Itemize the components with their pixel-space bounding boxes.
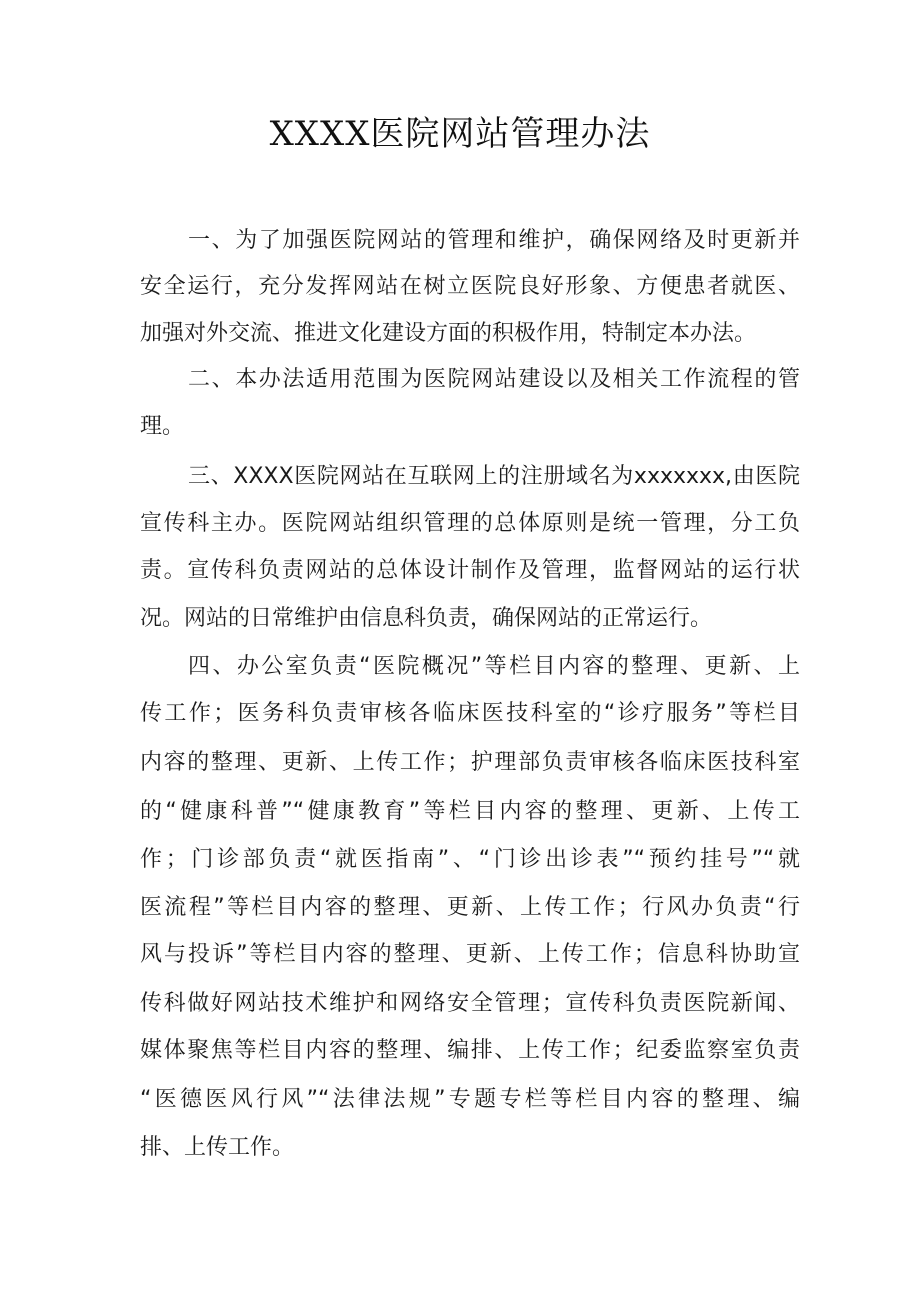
paragraph-4-line: 四、办公室负责“医院概况”等栏目内容的整理、更新、上 bbox=[188, 654, 800, 679]
paragraph-3-line: 况。网站的日常维护由信息科负责，确保网站的正常运行。 bbox=[140, 606, 713, 631]
paragraph-4-line: 排、上传工作。 bbox=[140, 1135, 295, 1160]
document-title: XXXX医院网站管理办法 bbox=[269, 114, 651, 154]
paragraph-2-line: 二、本办法适用范围为医院网站建设以及相关工作流程的管 bbox=[188, 367, 800, 392]
paragraph-2-line: 理。 bbox=[140, 414, 185, 439]
paragraph-4-line: 作；门诊部负责“就医指南”、“门诊出诊表”“预约挂号”“就 bbox=[140, 847, 800, 872]
paragraph-4-line: 媒体聚焦等栏目内容的整理、编排、上传工作；纪委监察室负责 bbox=[140, 1038, 800, 1063]
paragraph-1-line: 一、为了加强医院网站的管理和维护，确保网络及时更新并 bbox=[188, 228, 800, 253]
paragraph-4-line: 内容的整理、更新、上传工作；护理部负责审核各临床医技科室 bbox=[140, 750, 800, 775]
paragraph-3-line: 宣传科主办。医院网站组织管理的总体原则是统一管理，分工负 bbox=[140, 511, 800, 536]
paragraph-4-line: 传工作；医务科负责审核各临床医技科室的“诊疗服务”等栏目 bbox=[140, 701, 800, 726]
paragraph-1-line: 安全运行，充分发挥网站在树立医院良好形象、方便患者就医、 bbox=[140, 274, 800, 299]
paragraph-1-line: 加强对外交流、推进文化建设方面的积极作用，特制定本办法。 bbox=[140, 321, 757, 346]
paragraph-4-line: “医德医风行风”“法律法规”专题专栏等栏目内容的整理、编 bbox=[140, 1087, 800, 1112]
paragraph-3-line: 责。宣传科负责网站的总体设计制作及管理，监督网站的运行状 bbox=[140, 558, 800, 583]
paragraph-3-line: 三、XXXX医院网站在互联网上的注册域名为xxxxxxx,由医院 bbox=[188, 464, 800, 489]
paragraph-4-line: 的“健康科普”“健康教育”等栏目内容的整理、更新、上传工 bbox=[140, 799, 800, 824]
paragraph-4-line: 风与投诉”等栏目内容的整理、更新、上传工作；信息科协助宣 bbox=[140, 942, 800, 967]
paragraph-4-line: 传科做好网站技术维护和网络安全管理；宣传科负责医院新闻、 bbox=[140, 991, 800, 1016]
paragraph-4-line: 医流程”等栏目内容的整理、更新、上传工作；行风办负责“行 bbox=[140, 895, 800, 920]
